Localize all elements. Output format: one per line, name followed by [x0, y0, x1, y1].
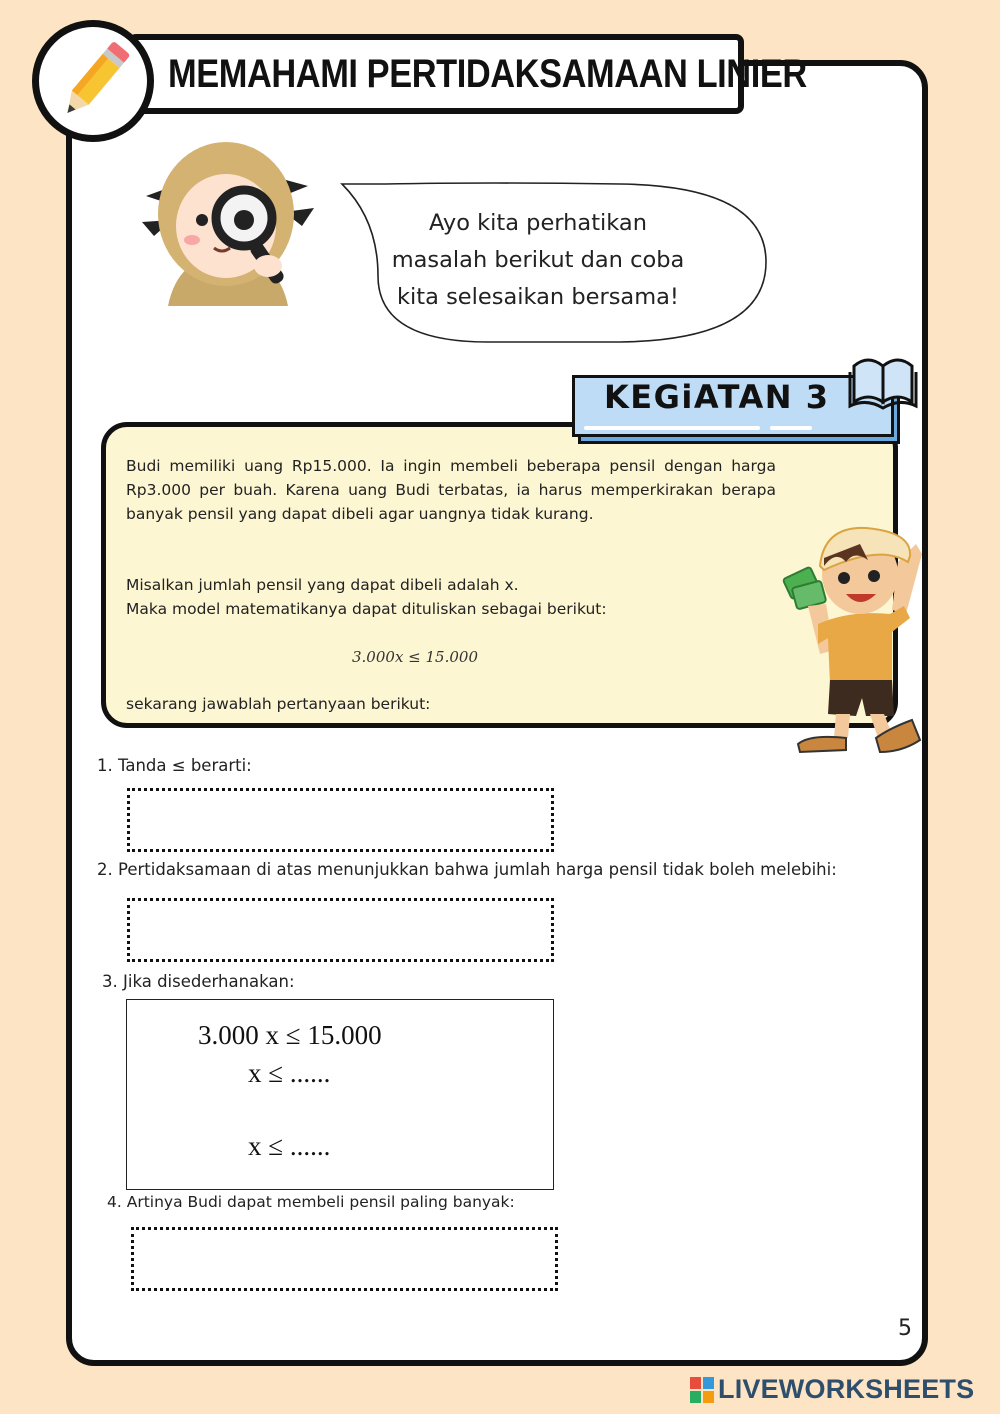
question-1	[97, 756, 252, 775]
title-banner	[128, 34, 807, 114]
footer-brand: LIVEWORKSHEETS	[718, 1374, 975, 1404]
question-number: 3.	[102, 972, 118, 991]
question-3	[102, 972, 295, 991]
question-number: 4.	[107, 1193, 122, 1211]
instruction-text: sekarang jawablah pertanyaan berikut:	[126, 695, 431, 713]
simplify-answer-1[interactable]: x ≤ ......	[248, 1058, 331, 1088]
answer-input-1[interactable]	[127, 788, 554, 852]
bubble-line: masalah berikut dan coba	[391, 247, 685, 273]
question-4	[107, 1193, 515, 1211]
liveworksheets-logo[interactable]	[690, 1374, 974, 1405]
speech-bubble-text	[382, 205, 694, 316]
answer-input-2[interactable]	[127, 898, 554, 962]
answer-input-4[interactable]	[131, 1227, 558, 1291]
activity-label: KEGiATAN 3	[604, 378, 830, 416]
bubble-line: Ayo kita perhatikan	[429, 210, 647, 236]
open-book-icon	[848, 352, 918, 410]
pencil-badge	[32, 20, 154, 142]
problem-paragraph: Budi memiliki uang Rp15.000. Ia ingin membeli beberapa pensil dengan harga Rp3.000 per buah. Karena uang Budi terbatas, ia harus memperkirakan berapa banyak pensil yang dapat dibeli agar uangnya tidak kurang.	[126, 457, 776, 523]
question-number: 1.	[97, 756, 113, 775]
girl-magnifier-illustration	[128, 136, 324, 312]
question-text: Jika disederhanakan:	[123, 972, 295, 991]
label-decor-line	[584, 426, 760, 430]
boy-money-illustration	[780, 514, 930, 766]
assumption-text: Misalkan jumlah pensil yang dapat dibeli adalah x.	[126, 576, 519, 594]
inequality-formula: 3.000x ≤ 15.000	[352, 648, 478, 666]
simplify-answer-2[interactable]: x ≤ ......	[248, 1131, 331, 1161]
simplify-line-1: 3.000 x ≤ 15.000	[198, 1020, 382, 1050]
page-number: 5	[898, 1316, 912, 1341]
question-text: Tanda ≤ berarti:	[118, 756, 252, 775]
question-text: Pertidaksamaan di atas menunjukkan bahwa jumlah harga pensil tidak boleh melebihi:	[118, 860, 837, 879]
liveworksheets-logo-icon	[690, 1377, 714, 1403]
label-decor-line	[770, 426, 812, 430]
model-intro-text: Maka model matematikanya dapat dituliskan sebagai berikut:	[126, 600, 607, 618]
question-text: Artinya Budi dapat membeli pensil paling banyak:	[126, 1193, 515, 1211]
pencil-icon	[39, 27, 147, 135]
bubble-line: kita selesaikan bersama!	[397, 284, 679, 310]
page-title: MEMAHAMI PERTIDAKSAMAAN LINIER	[168, 51, 807, 96]
question-2	[97, 860, 837, 879]
question-number: 2.	[97, 860, 113, 879]
